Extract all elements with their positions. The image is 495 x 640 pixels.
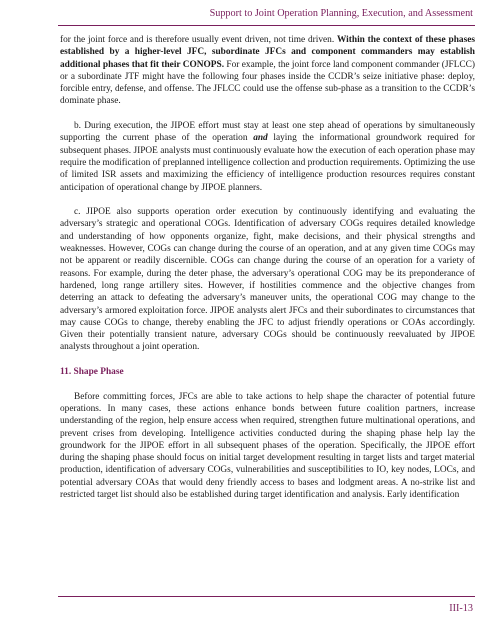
body-text	[60, 34, 475, 514]
paragraph-b-emphasis: and	[253, 133, 268, 144]
paragraph-1-text-b: For example, the joint force land component commander (JFLCC) or a subordinate JTF might have the following four phases inside the CCDR’s seize initiative phase: deploy, forcible entry, defense, and offense. The JFLCC could use the offense sub-phase as a transition to the CCDR’s dominate phase.	[60, 59, 475, 107]
paragraph-b	[60, 120, 475, 194]
paragraph-b-text-a: b. During execution, the JIPOE effort must stay at least one step ahead of operations by simultaneously supporting the current phase of the operation	[60, 121, 475, 144]
page-number: III-13	[449, 603, 473, 614]
header-rule	[58, 25, 475, 26]
section-heading: 11. Shape Phase	[60, 367, 124, 378]
footer-rule	[58, 596, 475, 597]
paragraph-1-bold-text: Within the context of these phases established by a higher-level JFC, subordinate JFCs and component commanders may establish additional phases that fit their CONOPS.	[60, 35, 475, 70]
paragraph-1-text-a: for the joint force and is therefore usually event driven, not time driven.	[60, 35, 337, 45]
paragraph-b-text-b: laying the informational groundwork required for subsequent phases. JIPOE analysts must continuously evaluate how the execution of each operation phase may require the modification of preplanned intelligence collection and production requirements. Optimizing the use of limited ISR assets and maximizing the efficiency of intelligence production resources requires constant anticipation of operational change by JIPOE planners.	[60, 133, 475, 193]
paragraph-continuation	[60, 34, 475, 108]
running-header: Support to Joint Operation Planning, Execution, and Assessment	[209, 8, 473, 19]
paragraph-shape-phase: Before committing forces, JFCs are able to take actions to help shape the character of potential future operations. In many cases, these actions enhance bonds between future coalition partners, increase understanding of the region, help ensure access when required, strengthen future multinational operations, and prevent crises from developing. Intelligence activities conducted during the shaping phase help lay the groundwork for the JIPOE effort in all subsequent phases of the operation. Specifically, the JIPOE effort during the shaping phase should focus on initial target development resulting in target lists and target material production, identification of adversary COGs, vulnerabilities and susceptibilities to IO, key nodes, LOCs, and potential adversary COAs that would deny friendly access to bases and lodgment areas. A no-strike list and restricted target list should also be established during target identification and analysis. Early identification	[60, 391, 475, 500]
paragraph-c: c. JIPOE also supports operation order execution by continuously identifying and evaluating the adversary’s strategic and operational COGs. Identification of adversary COGs requires detailed knowledge and understanding of how opponents organize, fight, make decisions, and their physical strengths and weaknesses. However, COGs can change during the course of an operation, and at any given time COGs may not be apparent or readily discernible. COGs can change during the course of an operation for a variety of reasons. For example, during the deter phase, the adversary’s operational COG may be its preponderance of hardened, long range artillery sites. However, if hostilities commence and the objective changes from deterring an attack to defeating the adversary’s maneuver units, the operational COG may change to the adversary’s armored exploitation force. JIPOE analysts alert JFCs and their subordinates to circumstances that may cause COGs to change, thereby enabling the JFC to adjust friendly operations or COAs accordingly. Given their potentially transient nature, adversary COGs should be continuously reevaluated by JIPOE analysts throughout a joint operation.	[60, 207, 475, 353]
